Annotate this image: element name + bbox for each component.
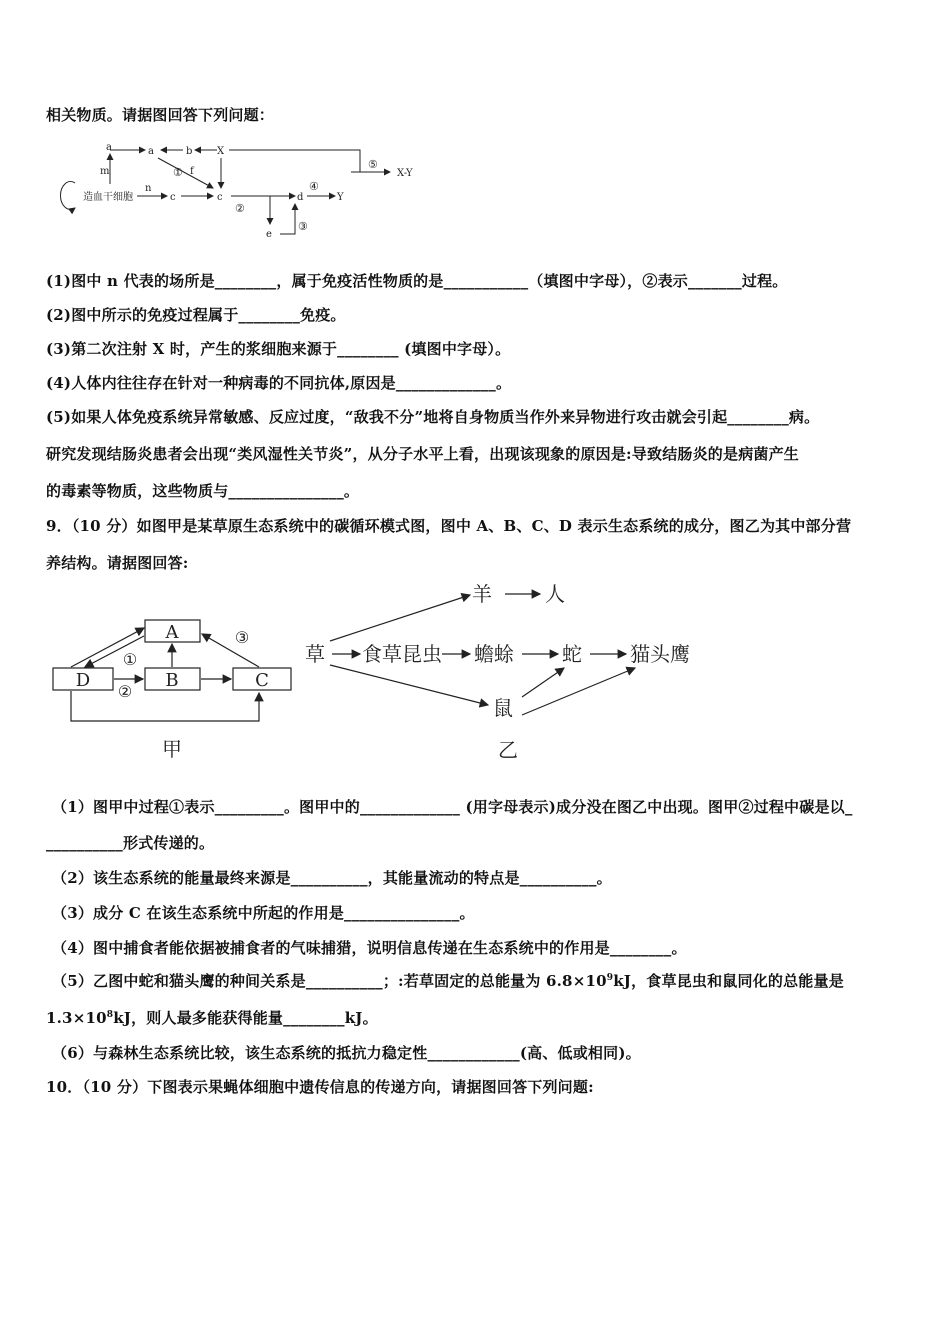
mark-2: ② bbox=[117, 682, 133, 701]
label-box-b: B bbox=[165, 670, 179, 691]
node-mouse: 鼠 bbox=[493, 696, 513, 720]
q9-part3: （3）成分 C 在该生态系统中所起的作用是_______________。 bbox=[52, 904, 475, 922]
q8-part1: (1)图中 n 代表的场所是________，属于免疫活性物质的是___________（填图中字母），②表示_______过程。 bbox=[46, 272, 788, 290]
q9-part5-exp-8: 8 bbox=[106, 1010, 114, 1020]
q10-stem: 10．（10 分）下图表示果蝇体细胞中遗传信息的传递方向，请据图回答下列问题: bbox=[46, 1078, 594, 1096]
node-owl: 猫头鹰 bbox=[630, 642, 690, 666]
label-box-c: C bbox=[255, 670, 269, 691]
q9-part1-line2: __________形式传递的。 bbox=[46, 834, 215, 852]
label-n: n bbox=[145, 183, 152, 194]
mark-1: ① bbox=[173, 166, 183, 179]
label-a2: a bbox=[148, 146, 154, 157]
label-y: Y bbox=[337, 192, 344, 203]
q9-part6: （6）与森林生态系统比较，该生态系统的抵抗力稳定性____________(高、低或相同)。 bbox=[52, 1044, 641, 1062]
label-e: e bbox=[266, 229, 272, 240]
q9-part1: （1）图甲中过程①表示_________。图甲中的_____________ (用字母表示)成分没在图乙中出现。图甲②过程中碳是以_ bbox=[52, 798, 853, 816]
mark-2: ② bbox=[235, 202, 245, 215]
label-m: m bbox=[100, 166, 110, 177]
q9-part4: （4）图中捕食者能依据被捕食者的气味捕猎，说明信息传递在生态系统中的作用是________。 bbox=[52, 939, 687, 957]
mark-3: ③ bbox=[298, 220, 308, 233]
caption-jia: 甲 bbox=[162, 737, 182, 761]
node-sheep: 羊 bbox=[472, 582, 492, 606]
label-b: b bbox=[186, 146, 193, 157]
label-f: f bbox=[190, 166, 194, 177]
node-grass: 草 bbox=[305, 642, 325, 666]
mark-1: ① bbox=[122, 650, 138, 669]
label-box-d: D bbox=[75, 670, 91, 691]
q9-stem-line2: 养结构。请据图回答: bbox=[46, 554, 189, 572]
q9-part5-text-a: （5）乙图中蛇和猫头鹰的种间关系是__________；:若草固定的总能量为 6.8×10 bbox=[52, 972, 607, 990]
node-human: 人 bbox=[545, 582, 565, 606]
label-c1: c bbox=[170, 192, 176, 203]
q8-part5: (5)如果人体免疫系统异常敏感、反应过度，“敌我不分”地将自身物质当作外来异物进行攻击就会引起________病。 bbox=[46, 408, 820, 426]
immune-process-diagram bbox=[55, 138, 435, 243]
q9-part2: （2）该生态系统的能量最终来源是__________，其能量流动的特点是__________。 bbox=[52, 869, 612, 887]
mark-4: ④ bbox=[309, 180, 319, 193]
q9-part5 bbox=[52, 970, 844, 991]
q8-part4: (4)人体内往往存在针对一种病毒的不同抗体,原因是_____________。 bbox=[46, 374, 512, 392]
label-x-y: X-Y bbox=[397, 168, 413, 179]
q8-part2: (2)图中所示的免疫过程属于________免疫。 bbox=[46, 306, 346, 324]
q9-part5-line2 bbox=[46, 1007, 378, 1028]
q8-part5-line2: 研究发现结肠炎患者会出现“类风湿性关节炎”，从分子水平上看，出现该现象的原因是:导致结肠炎的是病菌产生 bbox=[46, 445, 799, 463]
carbon-cycle-diagram bbox=[45, 608, 300, 768]
label-x: X bbox=[217, 146, 225, 157]
mark-3: ③ bbox=[234, 628, 250, 647]
node-toad: 蟾蜍 bbox=[474, 642, 514, 666]
q8-part5-line3: 的毒素等物质，这些物质与_______________。 bbox=[46, 482, 360, 500]
label-d: d bbox=[297, 192, 304, 203]
food-web-diagram bbox=[300, 575, 720, 770]
q9-stem-line1: 9．（10 分）如图甲是某草原生态系统中的碳循环模式图，图中 A、B、C、D 表示生态系统的成分，图乙为其中部分营 bbox=[46, 517, 852, 535]
node-insect: 食草昆虫 bbox=[362, 642, 442, 666]
q9-part5-text-d: kJ，则人最多能获得能量________kJ。 bbox=[113, 1009, 378, 1027]
q8-part3: (3)第二次注射 X 时，产生的浆细胞来源于________ (填图中字母）。 bbox=[46, 340, 511, 358]
caption-yi: 乙 bbox=[498, 738, 518, 762]
mark-5: ⑤ bbox=[368, 158, 378, 171]
label-c2: c bbox=[217, 192, 223, 203]
stem-cell-label: 造血干细胞 bbox=[83, 192, 133, 203]
label-box-a: A bbox=[165, 622, 179, 643]
q9-part5-exp-9: 9 bbox=[606, 973, 614, 983]
q9-part5-text-c: 1.3×10 bbox=[46, 1009, 107, 1027]
label-a1: a bbox=[106, 142, 112, 153]
intro-text: 相关物质。请据图回答下列问题： bbox=[46, 106, 275, 124]
node-snake: 蛇 bbox=[562, 642, 582, 666]
q9-part5-text-b: kJ，食草昆虫和鼠同化的总能量是 bbox=[613, 972, 844, 990]
